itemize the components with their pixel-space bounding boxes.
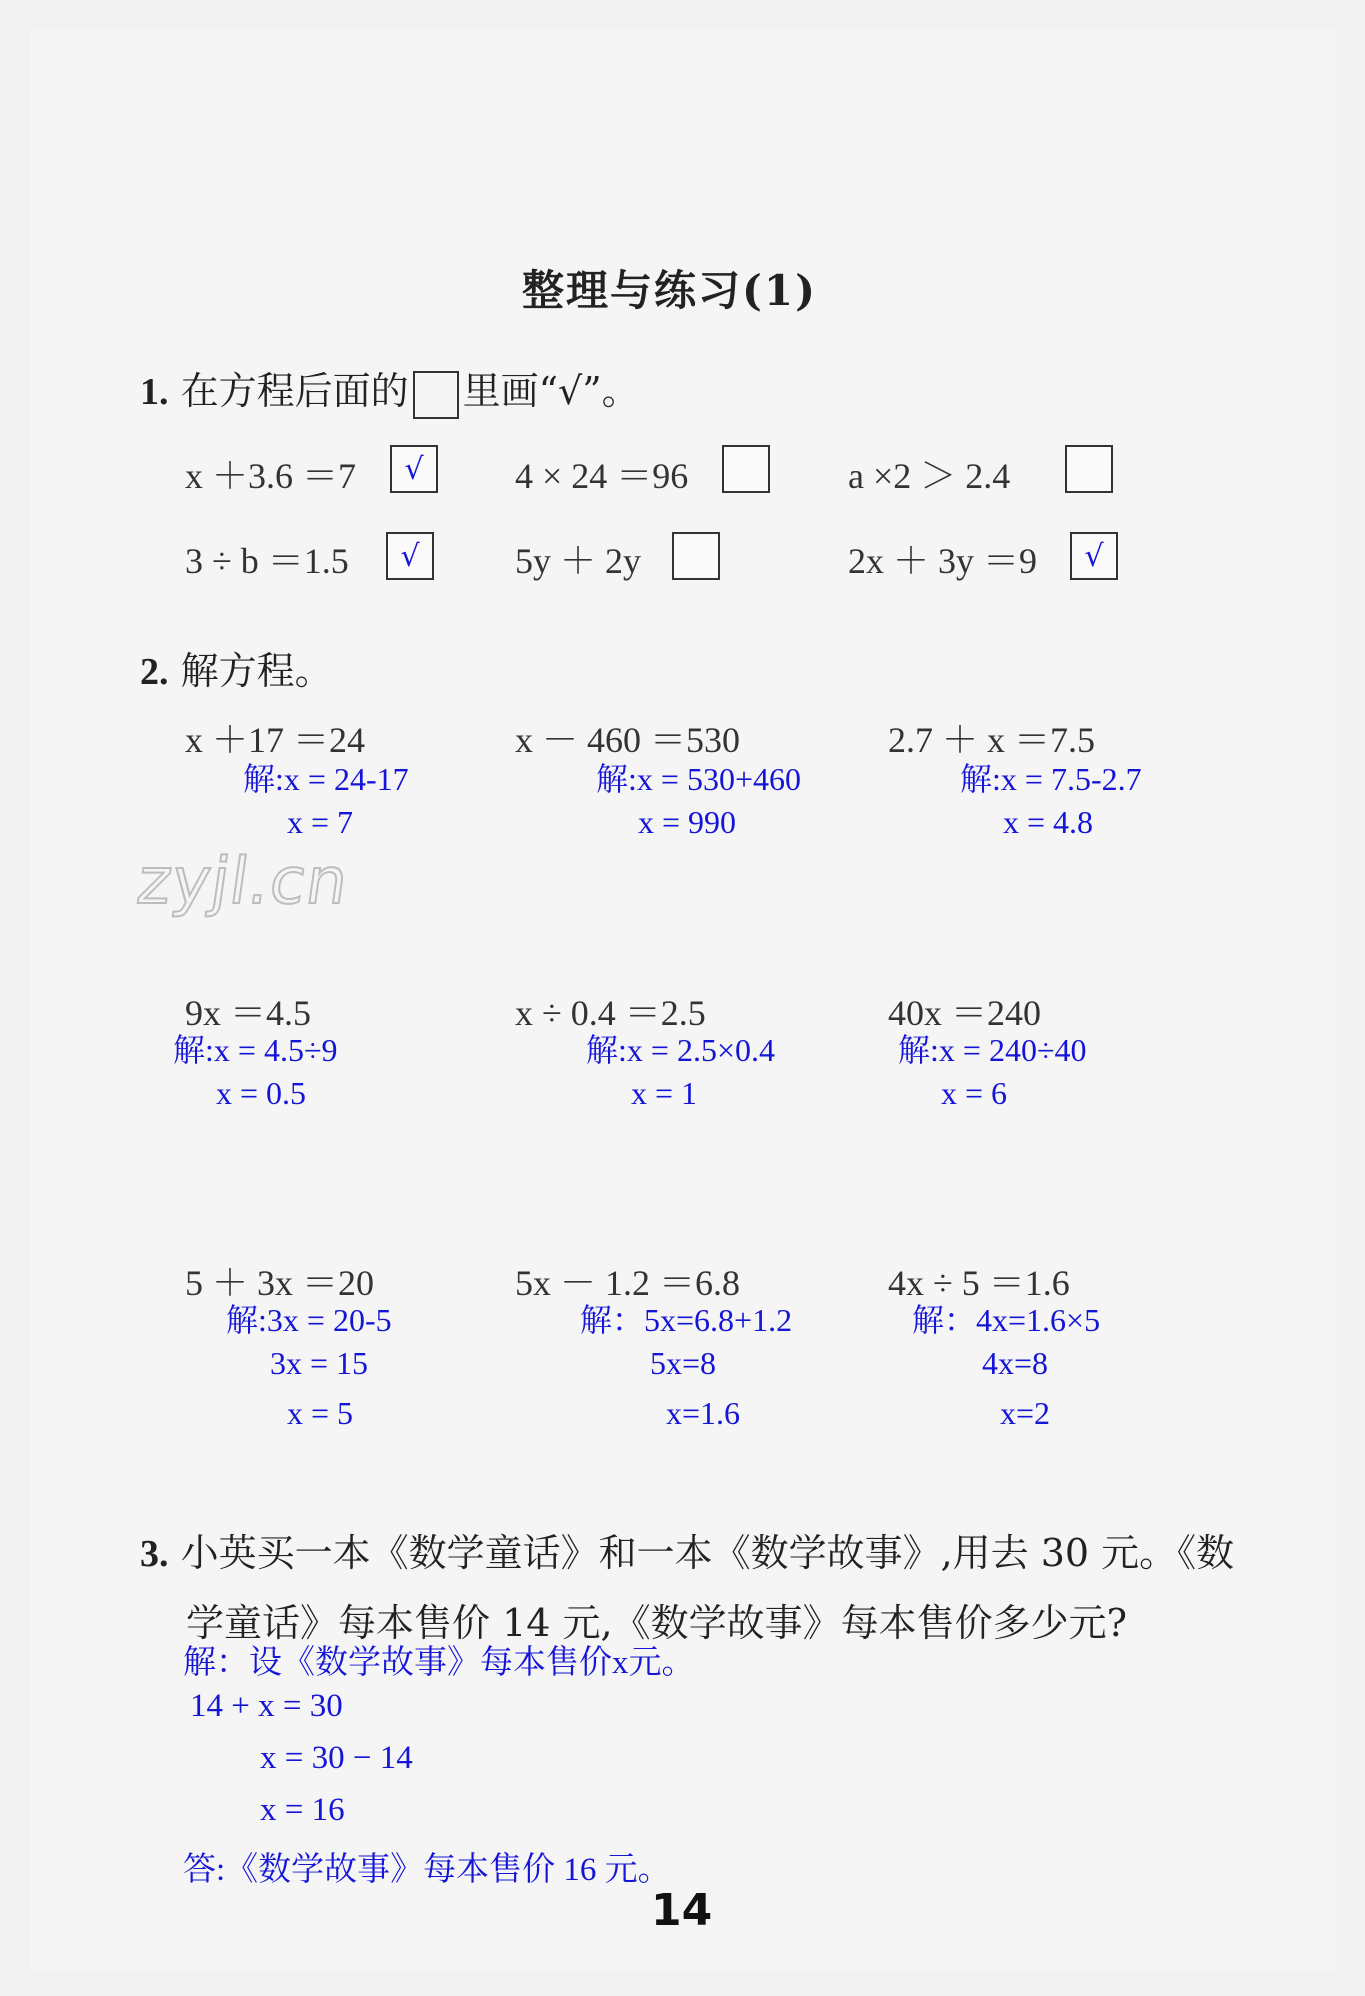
- q2-solution-4-line-2: x = 0.5: [216, 1075, 307, 1111]
- q2-solution-8-line-3: x=1.6: [666, 1395, 741, 1431]
- q3-prompt-line-1: [140, 1522, 1234, 1577]
- q1-eq-1: x ＋3.6 ＝7: [185, 456, 357, 496]
- q2-eq-7: 5 ＋ 3x ＝20: [185, 1263, 375, 1303]
- q1-checkbox-2[interactable]: [722, 445, 770, 493]
- q2-number: 2.: [140, 651, 169, 693]
- q1-text-after: 里画“√”。: [462, 369, 640, 413]
- q2-eq-9: 4x ÷ 5 ＝1.6: [888, 1263, 1070, 1303]
- q2-solution-9-line-1: 解：4x=1.6×5: [912, 1302, 1101, 1338]
- q1-eq-4: 3 ÷ b ＝1.5: [185, 541, 349, 581]
- q1-eq-5: 5y ＋ 2y: [515, 541, 642, 581]
- q2-text: 解方程。: [180, 649, 333, 693]
- q3-final-answer: 答:《数学故事》每本售价 16 元。: [183, 1852, 671, 1888]
- watermark-logo: zyjl.cn: [132, 845, 354, 919]
- q2-eq-6: 40x ＝240: [888, 993, 1042, 1033]
- check-mark: √: [1084, 538, 1104, 574]
- q2-eq-1: x ＋17 ＝24: [185, 720, 366, 760]
- q2-solution-2-line-2: x = 990: [638, 804, 737, 840]
- q1-number: 1.: [140, 371, 169, 413]
- q1-checkbox-4[interactable]: [386, 532, 434, 580]
- q1-checkbox-1[interactable]: [390, 445, 438, 493]
- q3-answer-line-4: x = 16: [260, 1792, 345, 1828]
- q3-answer-line-1: 解：设《数学故事》每本售价x元。: [183, 1645, 695, 1681]
- q2-solution-6-line-1: 解:x = 240÷40: [898, 1032, 1087, 1068]
- q1-eq-2: 4 × 24 ＝96: [515, 456, 689, 496]
- q3-number: 3.: [140, 1533, 169, 1575]
- q2-solution-9-line-2: 4x=8: [982, 1345, 1049, 1381]
- q2-solution-8-line-1: 解：5x=6.8+1.2: [580, 1302, 793, 1338]
- q2-solution-5-line-1: 解:x = 2.5×0.4: [586, 1032, 775, 1068]
- q2-eq-3: 2.7 ＋ x ＝7.5: [888, 720, 1096, 760]
- q2-eq-5: x ÷ 0.4 ＝2.5: [515, 993, 706, 1033]
- page-title: 整理与练习(1): [522, 266, 817, 315]
- q2-eq-2: x － 460 ＝530: [515, 720, 741, 760]
- check-mark: √: [400, 538, 420, 574]
- q3-answer-line-3: x = 30 − 14: [260, 1740, 413, 1776]
- q1-eq-3: a ×2 ＞ 2.4: [848, 456, 1011, 496]
- q2-eq-4: 9x ＝4.5: [185, 993, 312, 1033]
- q3-text-line-2: 学童话》每本售价 14 元,《数学故事》每本售价多少元?: [186, 1601, 1127, 1645]
- q1-eq-6: 2x ＋ 3y ＝9: [848, 541, 1038, 581]
- q2-solution-1-line-2: x = 7: [287, 804, 354, 840]
- q3-text-line-1: 小英买一本《数学童话》和一本《数学故事》,用去 30 元。《数: [180, 1531, 1235, 1575]
- q2-solution-3-line-1: 解:x = 7.5-2.7: [960, 761, 1142, 797]
- q3-answer-line-2: 14 + x = 30: [190, 1688, 343, 1724]
- q1-checkbox-6[interactable]: [1070, 532, 1118, 580]
- page-number: 14: [651, 1885, 713, 1936]
- q2-solution-7-line-2: 3x = 15: [270, 1345, 369, 1381]
- q2-prompt: [140, 640, 333, 695]
- q2-solution-8-line-2: 5x=8: [650, 1345, 717, 1381]
- q2-solution-2-line-1: 解:x = 530+460: [596, 761, 801, 797]
- check-mark: √: [404, 451, 424, 487]
- q2-solution-3-line-2: x = 4.8: [1003, 804, 1094, 840]
- q1-prompt: [140, 360, 640, 419]
- q2-solution-5-line-2: x = 1: [631, 1075, 698, 1111]
- q2-solution-7-line-3: x = 5: [287, 1395, 354, 1431]
- q1-checkbox-5[interactable]: [672, 532, 720, 580]
- q2-solution-7-line-1: 解:3x = 20-5: [226, 1302, 392, 1338]
- q2-eq-8: 5x － 1.2 ＝6.8: [515, 1263, 741, 1303]
- q1-example-box: [413, 371, 459, 419]
- q2-solution-1-line-1: 解:x = 24-17: [243, 761, 409, 797]
- q1-text-before: 在方程后面的: [180, 369, 409, 413]
- q2-solution-6-line-2: x = 6: [941, 1075, 1008, 1111]
- q1-checkbox-3[interactable]: [1065, 445, 1113, 493]
- q2-solution-4-line-1: 解:x = 4.5÷9: [173, 1032, 338, 1068]
- q2-solution-9-line-3: x=2: [1000, 1395, 1051, 1431]
